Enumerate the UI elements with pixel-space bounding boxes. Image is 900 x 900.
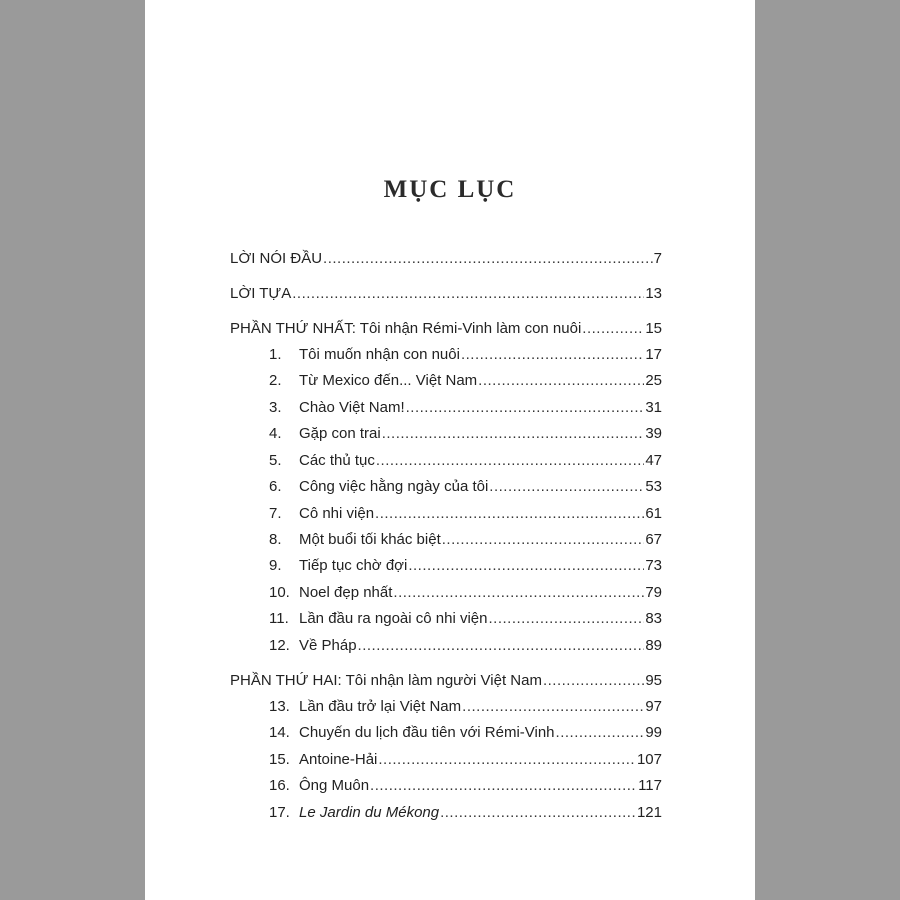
entry-page: 17 xyxy=(645,346,662,363)
dot-leader xyxy=(408,557,644,574)
entry-page: 99 xyxy=(645,724,662,741)
chapter-number: 1. xyxy=(269,346,282,363)
toc-chapter xyxy=(269,399,662,416)
toc-chapter xyxy=(269,610,662,627)
entry-label: Lần đầu trở lại Việt Nam xyxy=(299,698,462,715)
entry-label: Các thủ tục xyxy=(299,452,375,469)
entry-page: 95 xyxy=(645,672,662,689)
page-title: MỤC LỤC xyxy=(383,176,517,203)
entry-label: LỜI TỰA xyxy=(230,285,292,302)
entry-page: 15 xyxy=(645,320,662,337)
entry-page: 47 xyxy=(645,452,662,469)
chapter-number: 6. xyxy=(269,478,282,495)
dot-leader xyxy=(442,531,645,548)
dot-leader xyxy=(478,372,644,389)
entry-page: 25 xyxy=(645,372,662,389)
dot-leader xyxy=(488,610,644,627)
toc-chapter xyxy=(269,425,662,442)
chapter-number: 9. xyxy=(269,557,282,574)
entry-page: 89 xyxy=(645,637,662,654)
entry-page: 121 xyxy=(636,804,662,821)
chapter-number: 10. xyxy=(269,584,290,601)
entry-label: Noel đẹp nhất xyxy=(299,584,393,601)
entry-label: Tiếp tục chờ đợi xyxy=(299,557,408,574)
entry-page: 67 xyxy=(645,531,662,548)
dot-leader xyxy=(489,478,644,495)
chapter-number: 11. xyxy=(269,610,289,627)
entry-page: 73 xyxy=(645,557,662,574)
entry-page: 117 xyxy=(638,777,662,794)
entry-label: Từ Mexico đến... Việt Nam xyxy=(299,372,478,389)
entry-label: Lần đầu ra ngoài cô nhi viện xyxy=(299,610,488,627)
toc-chapter xyxy=(269,584,662,601)
chapter-number: 17. xyxy=(269,804,290,821)
toc-chapter xyxy=(269,804,662,821)
entry-label: PHẦN THỨ HAI: Tôi nhận làm người Việt Nam xyxy=(230,672,542,689)
toc-chapter xyxy=(269,531,662,548)
chapter-number: 7. xyxy=(269,505,282,522)
dot-leader xyxy=(358,637,645,654)
dot-leader xyxy=(406,399,645,416)
entry-page: 61 xyxy=(645,505,662,522)
entry-page: 79 xyxy=(645,584,662,601)
chapter-number: 2. xyxy=(269,372,282,389)
entry-label: Một buổi tối khác biệt xyxy=(299,531,441,548)
entry-label: Gặp con trai xyxy=(299,425,381,442)
toc-chapter xyxy=(269,505,662,522)
dot-leader xyxy=(292,285,644,302)
entry-label: Cô nhi viện xyxy=(299,505,375,522)
dot-leader xyxy=(375,505,644,522)
toc-chapter xyxy=(269,452,662,469)
toc-part-two xyxy=(230,672,662,689)
entry-page: 31 xyxy=(645,399,662,416)
chapter-number: 5. xyxy=(269,452,282,469)
toc-part-one xyxy=(230,320,662,337)
entry-label: Về Pháp xyxy=(299,637,357,654)
toc-chapter xyxy=(269,372,662,389)
entry-label: PHẦN THỨ NHẤT: Tôi nhận Rémi-Vinh làm con nuôi xyxy=(230,320,582,337)
chapter-number: 14. xyxy=(269,724,290,741)
dot-leader xyxy=(382,425,645,442)
entry-label: Ông Muôn xyxy=(299,777,370,794)
toc-chapter xyxy=(269,346,662,363)
toc-chapter xyxy=(269,777,662,794)
dot-leader xyxy=(376,452,644,469)
entry-page: 53 xyxy=(645,478,662,495)
toc-chapter xyxy=(269,751,662,768)
chapter-number: 8. xyxy=(269,531,282,548)
entry-label: LỜI NÓI ĐẦU xyxy=(230,250,323,267)
toc-chapter xyxy=(269,478,662,495)
toc-chapter xyxy=(269,557,662,574)
chapter-number: 12. xyxy=(269,637,290,654)
dot-leader xyxy=(378,751,636,768)
entry-page: 97 xyxy=(645,698,662,715)
entry-page: 83 xyxy=(645,610,662,627)
chapter-number: 4. xyxy=(269,425,282,442)
entry-label: Le Jardin du Mékong xyxy=(299,804,440,821)
dot-leader xyxy=(461,346,644,363)
entry-label: Chào Việt Nam! xyxy=(299,399,405,416)
dot-leader xyxy=(543,672,644,689)
book-page xyxy=(145,0,755,900)
dot-leader xyxy=(323,250,653,267)
dot-leader xyxy=(556,724,645,741)
entry-page: 7 xyxy=(653,250,662,267)
entry-page: 107 xyxy=(636,751,662,768)
entry-label: Công việc hằng ngày của tôi xyxy=(299,478,489,495)
toc-chapter xyxy=(269,724,662,741)
toc-entry-preface xyxy=(230,285,662,302)
entry-page: 39 xyxy=(645,425,662,442)
entry-page: 13 xyxy=(645,285,662,302)
entry-label: Antoine-Hải xyxy=(299,751,378,768)
toc-entry-foreword xyxy=(230,250,662,267)
dot-leader xyxy=(393,584,644,601)
dot-leader xyxy=(582,320,644,337)
entry-label: Chuyến du lịch đầu tiên với Rémi-Vinh xyxy=(299,724,555,741)
chapter-number: 3. xyxy=(269,399,282,416)
dot-leader xyxy=(462,698,644,715)
dot-leader xyxy=(370,777,637,794)
dot-leader xyxy=(440,804,636,821)
chapter-number: 15. xyxy=(269,751,290,768)
toc-chapter xyxy=(269,637,662,654)
chapter-number: 13. xyxy=(269,698,290,715)
entry-label: Tôi muốn nhận con nuôi xyxy=(299,346,460,363)
toc-chapter xyxy=(269,698,662,715)
chapter-number: 16. xyxy=(269,777,290,794)
